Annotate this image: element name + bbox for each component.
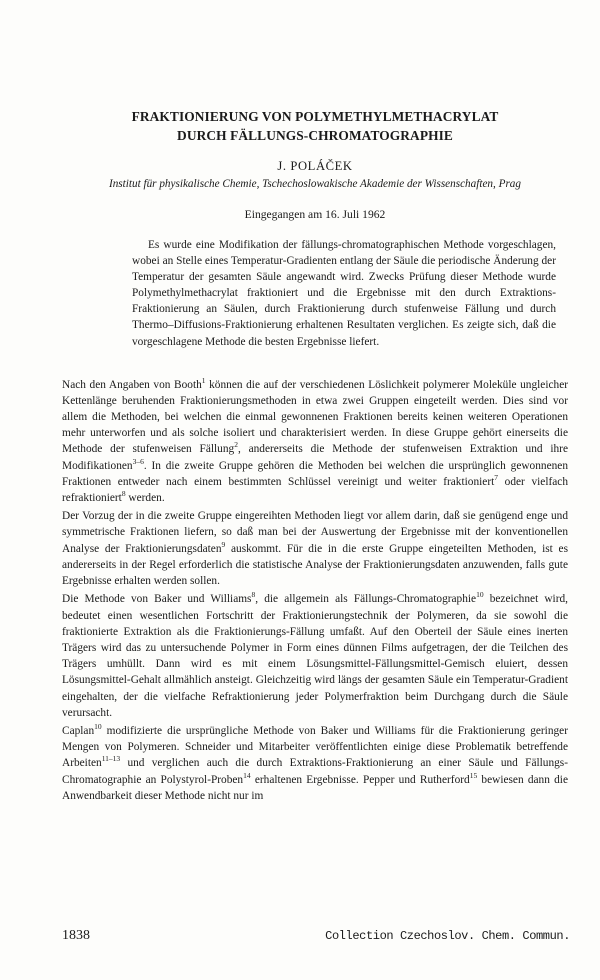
text-run: werden. <box>125 492 165 505</box>
text-run: Nach den Angaben von Booth <box>62 378 202 391</box>
reference-superscript: 10 <box>476 590 484 600</box>
text-run: und verglichen auch die durch Extraktions-Fraktionierung an einer Säule und Fällungs-Chromatographie an Polystyrol-Proben <box>62 757 568 786</box>
reference-superscript: 8 <box>251 590 256 600</box>
author-affiliation: Institut für physikalische Chemie, Tschechoslowakische Akademie der Wissenschaften, Prag <box>108 178 521 190</box>
reference-superscript: 3–6 <box>132 456 144 466</box>
text-run: bezeichnet wird, bedeutet einen wesentlichen Fortschritt der Fraktionierungstechnik der Polymeren, da sie sowohl die fraktionierte Extraktion als die Fraktionierungs-Fällung umfaßt. Auf den Oberteil der Säule eines inerten Trägers wird das zu untersuchende Polymer in Form eines dünnen Films aufgetragen, der die Teilchen des Trägers umhüllt. Dann wird es mit einem Lösungsmittel-Fällungsmittel-Gemisch eluiert, dessen Lösungsmittel-Gehalt allmählich ansteigt. Gleichzeitig wird längs der gesamten Säule ein Temperatur-Gradient eingehalten, der die vielfache Refraktionierung jeder Polymerfraktion beim Durchgang durch die Säule verursacht. <box>62 593 568 719</box>
text-run: Der Vorzug der in die zweite Gruppe eingereihten Methoden liegt vor allem darin, daß sie genügend enge und symmetrische Fraktionen liefern, so daß man bei der Auswertung der Ergebnisse mit der konventionellen Analyse der Fraktionierungsdaten <box>62 510 568 555</box>
reference-superscript: 2 <box>234 440 238 450</box>
reference-superscript: 1 <box>201 375 206 385</box>
reference-superscript: 14 <box>243 770 251 780</box>
text-run: , die allgemein als Fällungs-Chromatographie <box>255 593 477 606</box>
author-name: J. POLÁČEK <box>277 159 353 173</box>
paper-page <box>0 107 600 980</box>
article-title <box>62 107 568 145</box>
reference-superscript: 11–13 <box>101 754 121 764</box>
text-run: modifizierte die ursprüngliche Methode von Baker und Williams für die Fraktionierung geringer Mengen von Polymeren. Schneider und Mitarbeiter veröffentlichten einige diese Problematik betreffende Arbeiten <box>62 724 568 770</box>
paragraph <box>62 508 568 589</box>
reference-superscript: 10 <box>94 721 102 731</box>
page-footer <box>62 928 570 944</box>
reference-superscript: 15 <box>469 770 478 780</box>
text-run: Die Methode von Baker und Williams <box>62 593 252 606</box>
text-run: erhaltenen Ergebnisse. Pepper und Rutherford <box>250 773 470 786</box>
paragraph <box>62 377 568 507</box>
body-text <box>62 377 568 804</box>
journal-name: Collection Czechoslov. Chem. Commun. <box>325 929 570 943</box>
text-run: können die auf der verschiedenen Löslichkeit polymerer Moleküle ungleicher Kettenlänge beruhenden Fraktionierungsmethoden in etwa zwei Gruppen eingeteilt werden. Dies sind vor allem die Methoden, bei welchen die einmal gewonnenen Fraktionen bereits keinen weiteren Operationen mehr unterworfen und als solche isoliert und charakterisiert werden. In diese Gruppe gehört einerseits die Methode der stufenweisen Fällung <box>62 378 569 456</box>
reference-superscript: 7 <box>494 472 498 482</box>
reference-superscript: 8 <box>121 489 126 499</box>
reference-superscript: 9 <box>221 539 226 549</box>
text-run: oder vielfach refraktioniert <box>62 475 568 505</box>
text-run: auskommt. Für die in die erste Gruppe eingeteilten Methoden, ist es andererseits in der Regel erforderlich die statistische Analyse der Fraktionierungsdaten anzuwenden, falls gute Ergebnisse erhalten werden sollen. <box>62 542 568 588</box>
abstract: Es wurde eine Modifikation der fällungs-chromatographischen Methode vorgeschlagen, wobei an Stelle eines Temperatur-Gradienten entlang der Säule die periodische Änderung der Temperatur der gesamten Säule angewandt wird. Zwecks Prüfung dieser Methode wurde Polymethylmethacrylat fraktioniert und die Ergebnisse mit den durch Extraktions-Fraktionierung an Säulen, durch Fraktionierung durch stufenweise Fällung und durch Thermo–Diffusions-Fraktionierung erhaltenen Resultaten verglichen. Es zeigte sich, daß die vorgeschlagene Methode die besten Ergebnisse liefert. <box>132 239 556 348</box>
title-line-1: FRAKTIONIERUNG VON POLYMETHYLMETHACRYLAT <box>131 109 499 124</box>
text-run: . In die zweite Gruppe gehören die Methoden bei welchen die ursprünglich gewonnenen Fraktionen entweder nach einem bestimmten Schlüssel vereinigt und weiter fraktioniert <box>62 459 568 488</box>
paragraph <box>62 723 568 804</box>
page-number: 1838 <box>62 928 90 943</box>
text-run: Caplan <box>62 724 95 737</box>
received-date: Eingegangen am 16. Juli 1962 <box>244 208 386 221</box>
title-line-2: DURCH FÄLLUNGS-CHROMATOGRAPHIE <box>177 128 453 143</box>
text-run: , andererseits die Methode der stufenweisen Extraktion und ihre Modifikationen <box>62 443 568 472</box>
paragraph <box>62 591 568 721</box>
text-run: bewiesen dann die Anwendbarkeit dieser Methode nicht nur im <box>62 773 568 802</box>
